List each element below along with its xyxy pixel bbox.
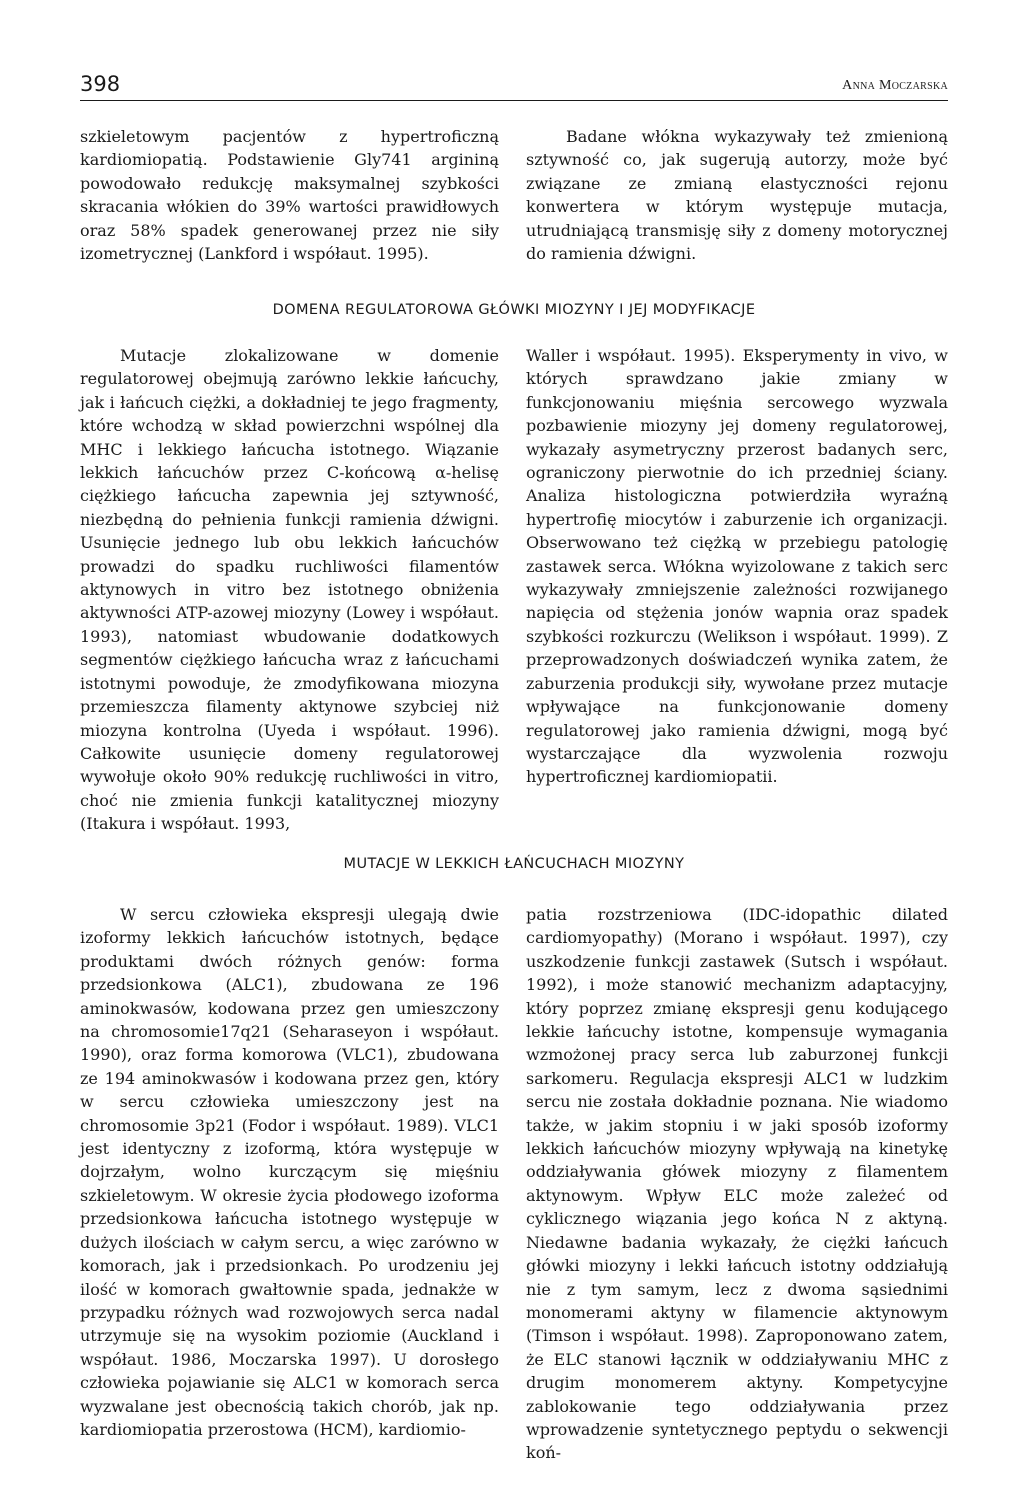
paragraph: szkieletowym pacjentów z hypertroficzną kardiomiopatią. Podstawienie Gly741 argininą powodowało redukcję maksymalnej szybkości skracania włókien do 39% wartości prawidłowych oraz 58% spadek generowanej przez nie siły izometrycznej (Lankford i współaut. 1995). xyxy=(80,127,499,264)
running-head: Anna Moczarska xyxy=(842,78,948,93)
column-right-block-3 xyxy=(526,903,948,1465)
paragraph: Waller i współaut. 1995). Eksperymenty in vivo, w których sprawdzano jakie zmiany w funkcjonowaniu mięśnia sercowego wyzwala pozbawienie miozyny jej domeny regulatorowej, wykazały asymetryczny przerost badanych serc, ograniczony pierwotnie do ich przedniej ściany. Analiza histologiczna potwierdziła wyraźną hypertrofię miocytów i zaburzenie ich organizacji. Obserwowano też ciężką w przebiegu patologię zastawek serca. Włókna wyizolowane z takich serc wykazywały zmniejszenie zależności rozwijanego napięcia od stężenia jonów wapnia oraz spadek szybkości rozkurczu (Welikson i współaut. 1999). Z przeprowadzonych doświadczeń wynika zatem, że zaburzenia produkcji siły, wywołane przez mutacje wpływające na funkcjonowanie domeny regulatorowej jako ramienia dźwigni, mogą być wystarczające dla wyzwolenia rozwoju hypertroficznej kardiomiopatii. xyxy=(526,346,948,787)
paragraph: patia rozstrzeniowa (IDC-idopathic dilated cardiomyopathy) (Morano i współaut. 1997), czy uszkodzenie funkcji zastawek (Sutsch i współaut. 1992), i może stanowić mechanizm adaptacyjny, który poprzez zmianę ekspresji genu kodującego lekkie łańcuchy istotne, kompensuje wymagania wzmożonej pracy serca lub zaburzonej funkcji sarkomeru. Regulacja ekspresji ALC1 w ludzkim sercu nie została dokładnie poznana. Nie wiadomo także, w jakim stopniu i w jaki sposób izoformy lekkich łańcuchów miozyny wpływają na kinetykę oddziaływania główek miozyny z filamentem aktynowym. Wpływ ELC może zależeć od cyklicznego wiązania jego końca N z aktyną. Niedawne badania wykazały, że ciężki łańcuch główki miozyny i lekki łańcuch istotny oddziałują nie z tym samym, lecz z dwoma sąsiednimi monomerami aktyny w filamencie aktynowym (Timson i współaut. 1998). Zaproponowano zatem, że ELC stanowi łącznik w oddziaływaniu MHC z drugim monomerem aktyny. Kompetycyjne zablokowanie tego oddziaływania przez wprowadzenie syntetycznego peptydu o sekwencji koń- xyxy=(526,905,948,1463)
page-header xyxy=(80,72,948,101)
column-right-block-1 xyxy=(526,125,948,265)
column-right-block-2 xyxy=(526,344,948,789)
section-title-regulatory-domain: DOMENA REGULATOROWA GŁÓWKI MIOZYNY I JEJ MODYFIKACJE xyxy=(272,302,756,318)
column-left-block-2 xyxy=(80,344,499,836)
page-number: 398 xyxy=(80,72,121,96)
section-title-light-chains: MUTACJE W LEKKICH ŁAŃCUCHACH MIOZYNY xyxy=(343,856,685,872)
paragraph: W sercu człowieka ekspresji ulegają dwie izoformy lekkich łańcuchów istotnych, będące produktami dwóch różnych genów: forma przedsionkowa (ALC1), zbudowana ze 196 aminokwasów, kodowana przez gen umieszczony na chromosomie17q21 (Seharaseyon i współaut. 1990), oraz forma komorowa (VLC1), zbudowana ze 194 aminokwasów i kodowana przez gen, który w sercu człowieka umieszczony jest na chromosomie 3p21 (Fodor i współaut. 1989). VLC1 jest identyczny z izoformą, która występuje w dojrzałym, wolno kurczącym się mięśniu szkieletowym. W okresie życia płodowego izoforma przedsionkowa łańcucha istotnego występuje w dużych ilościach w całym sercu, a więc zarówno w komorach, jak i przedsionkach. Po urodzeniu jej ilość w komorach gwałtownie spada, jednakże w przypadku różnych wad rozwojowych serca nadal utrzymuje się na wysokim poziomie (Auckland i współaut. 1986, Moczarska 1997). U dorosłego człowieka pojawianie się ALC1 w komorach serca wyzwalane jest obecnością takich chorób, jak np. kardiomiopatia przerostowa (HCM), kardiomio- xyxy=(80,905,499,1439)
column-left-block-1 xyxy=(80,125,499,265)
paragraph: Badane włókna wykazywały też zmienioną sztywność co, jak sugerują autorzy, może być związane ze zmianą elastyczności rejonu konwertera w którym występuje mutacja, utrudniającą transmisję siły z domeny motorycznej do ramienia dźwigni. xyxy=(526,127,948,264)
paragraph: Mutacje zlokalizowane w domenie regulatorowej obejmują zarówno lekkie łańcuchy, jak i łańcuch ciężki, a dokładniej te jego fragmenty, które wchodzą w skład powierzchni wspólnej dla MHC i lekkiego łańcucha istotnego. Wiązanie lekkich łańcuchów przez C-końcową α-helisę ciężkiego łańcucha zapewnia jej sztywność, niezbędną do pełnienia funkcji ramienia dźwigni. Usunięcie jednego lub obu lekkich łańcuchów prowadzi do spadku ruchliwości filamentów aktynowych in vitro bez istotnego obniżenia aktywności ATP-azowej miozyny (Lowey i współaut. 1993), natomiast wbudowanie dodatkowych segmentów ciężkiego łańcucha wraz z łańcuchami istotnymi powoduje, że zmodyfikowana miozyna przemieszcza filamenty aktynowe szybciej niż miozyna kontrolna (Uyeda i współaut. 1996). Całkowite usunięcie domeny regulatorowej wywołuje około 90% redukcję ruchliwości in vitro, choć nie zmienia funkcji katalitycznej miozyny (Itakura i współaut. 1993, xyxy=(80,346,499,834)
column-left-block-3 xyxy=(80,903,499,1441)
